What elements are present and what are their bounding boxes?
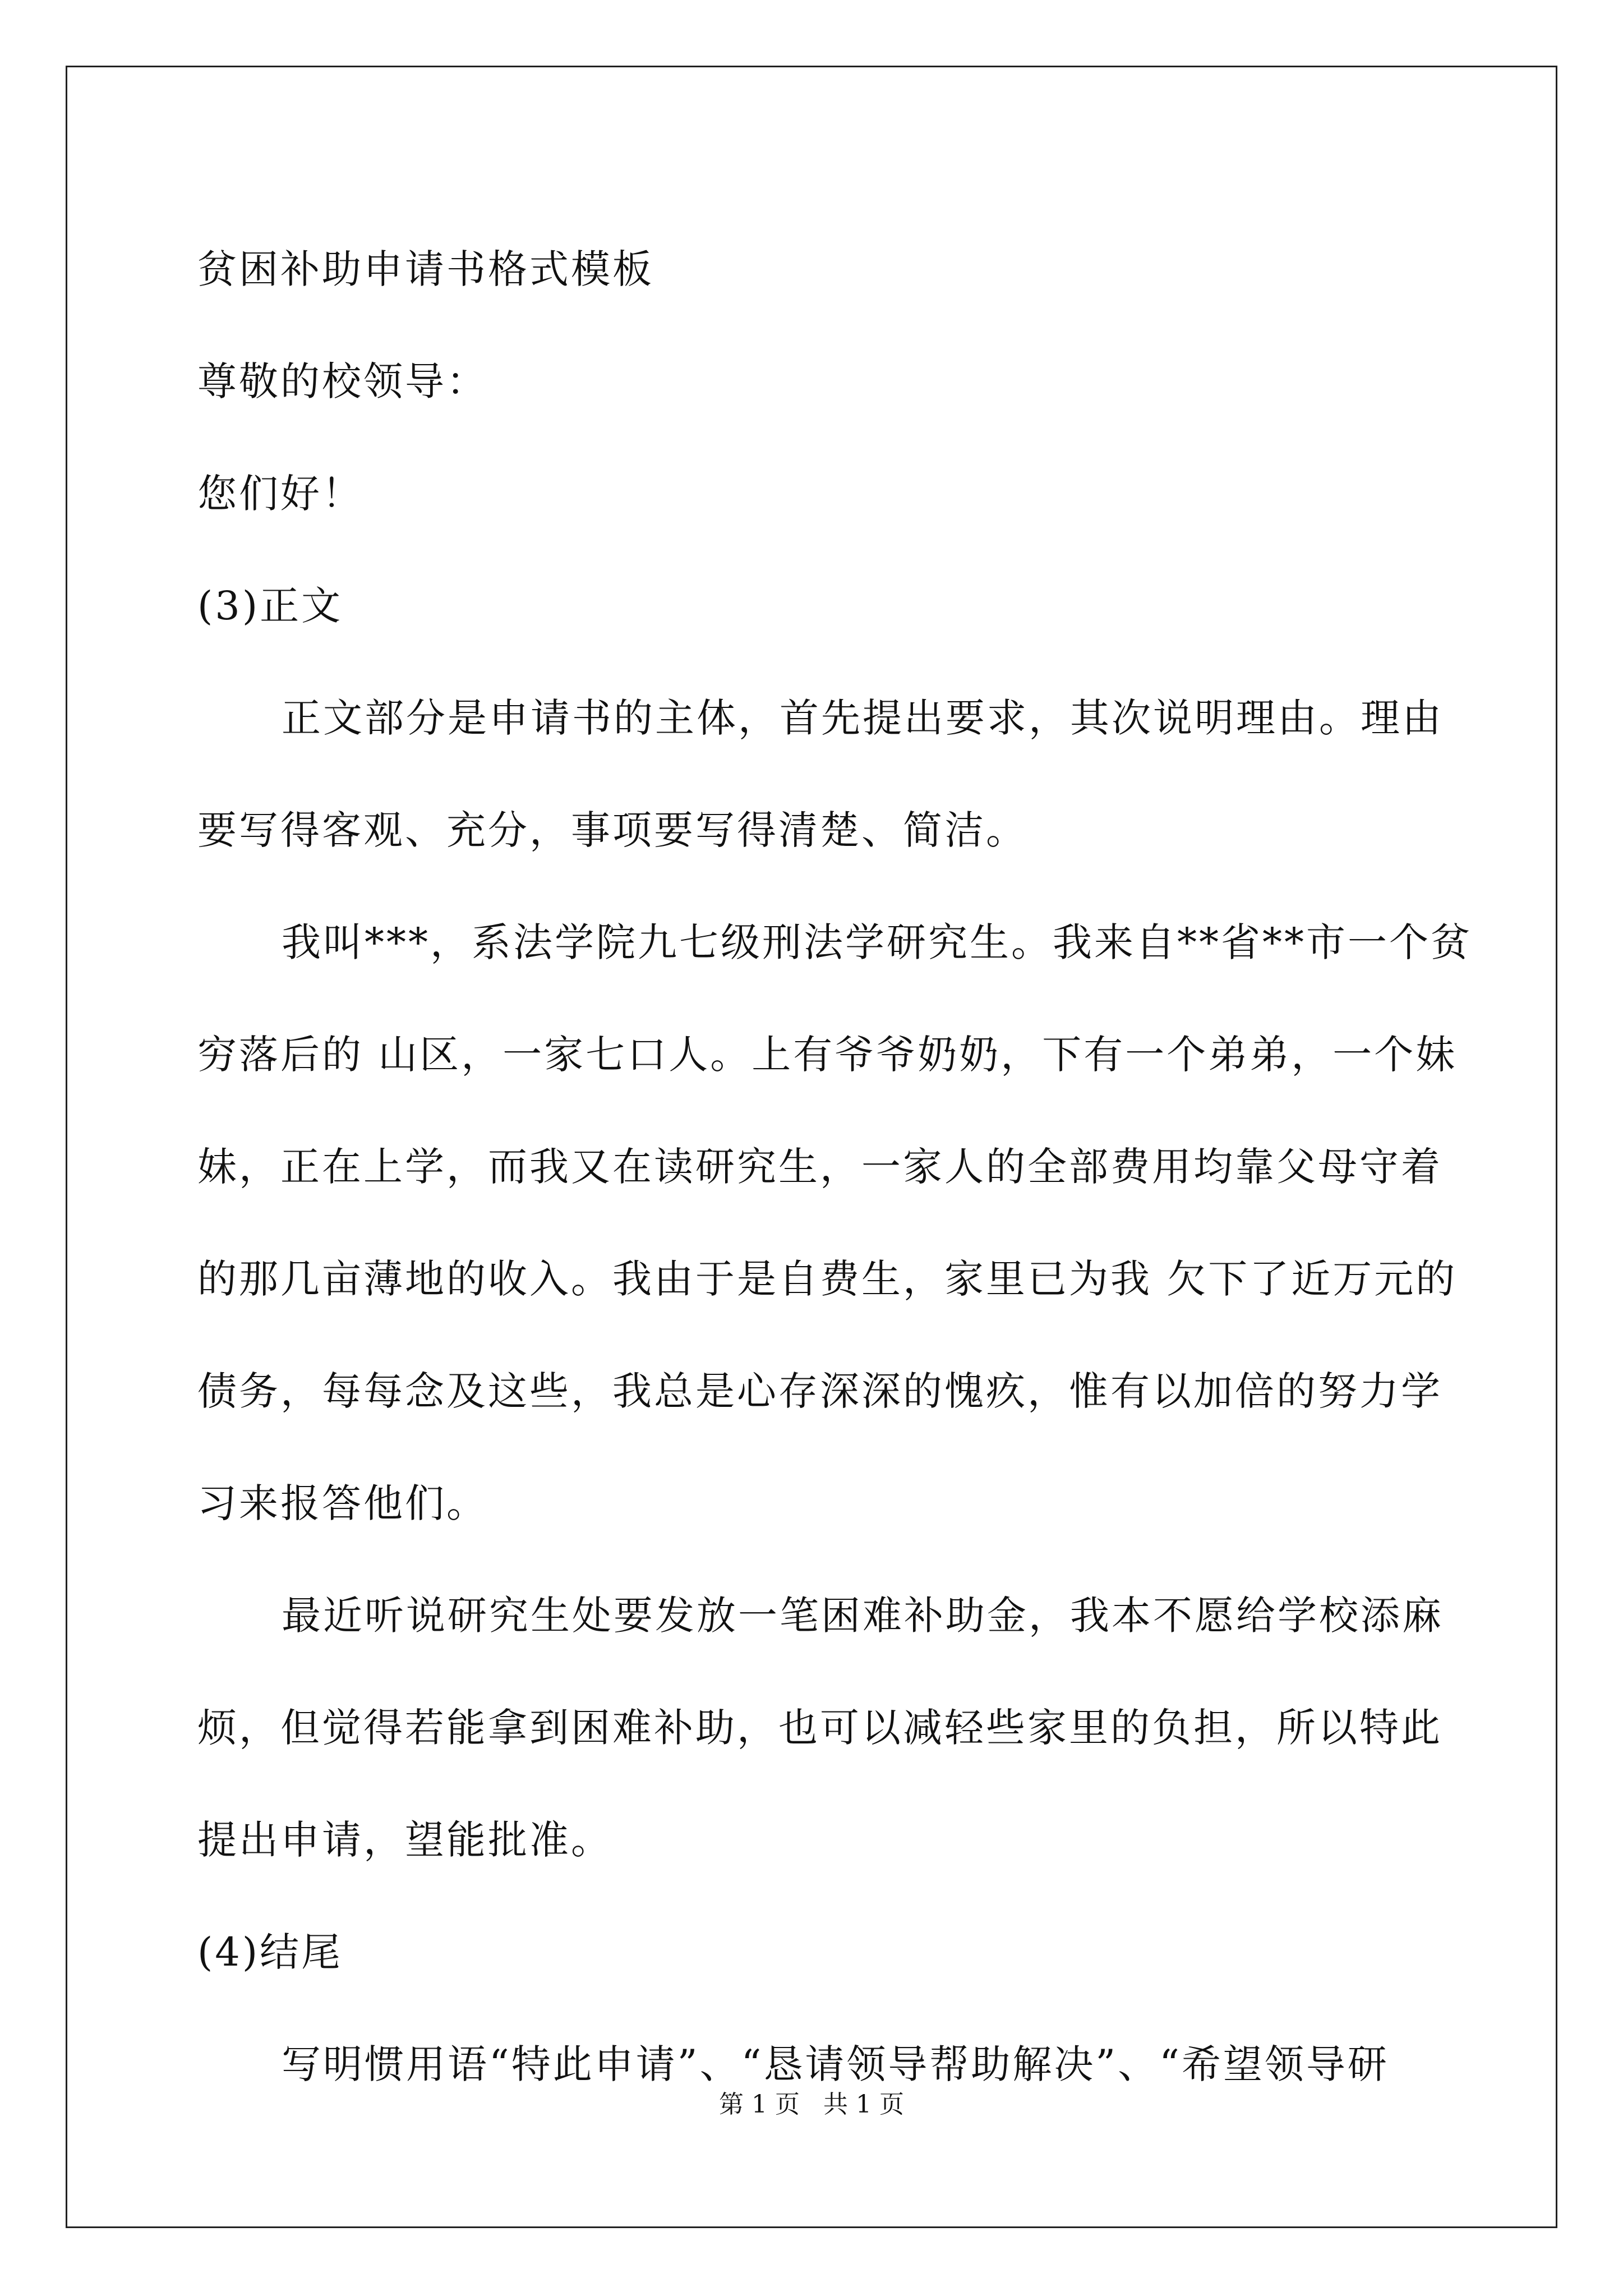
text-line: 债务，每每念及这些，我总是心存深深的愧疚，惟有以加倍的努力学 [197, 1368, 1442, 1414]
text-line: 写明惯用语“特此申请”、“恳请领导帮助解决”、“希望领导研 [282, 2041, 1389, 2087]
text-line: 最近听说研究生处要发放一笔困难补助金，我本不愿给学校添麻 [282, 1593, 1444, 1639]
page-number-label: 第 1 页 共 1 页 [719, 2090, 904, 2119]
page-footer [0, 2088, 1623, 2122]
text-line: 习来报答他们。 [197, 1480, 488, 1526]
paragraph-self-introduction [197, 886, 1472, 1559]
paragraph-request [197, 1559, 1444, 1896]
section-4-heading: (4)结尾 [197, 1929, 343, 1975]
text-line: 穷落后的 山区，一家七口人。上有爷爷奶奶，下有一个弟弟，一个妹 [197, 1032, 1458, 1078]
text-line: 要写得客观、充分，事项要写得清楚、简洁。 [197, 807, 1027, 853]
document-body [197, 213, 1472, 2120]
paragraph-body-description [197, 662, 1444, 886]
document-title: 贫困补助申请书格式模板 [197, 246, 654, 292]
text-line: 提出申请，望能批准。 [197, 1817, 612, 1863]
greeting: 您们好！ [197, 471, 363, 517]
section-3-heading: (3)正文 [197, 583, 343, 629]
text-line: 烦，但觉得若能拿到困难补助，也可以减轻些家里的负担，所以特此 [197, 1705, 1442, 1751]
text-line: 正文部分是申请书的主体，首先提出要求，其次说明理由。理由 [282, 695, 1444, 741]
salutation: 尊敬的校领导： [197, 358, 488, 404]
text-line: 我叫***，系法学院九七级刑法学研究生。我来自**省**市一个贫 [282, 919, 1472, 965]
text-line: 妹，正在上学，而我又在读研究生，一家人的全部费用均靠父母守着 [197, 1144, 1442, 1190]
text-line: 的那几亩薄地的收入。我由于是自费生，家里已为我 欠下了近万元的 [197, 1256, 1458, 1302]
